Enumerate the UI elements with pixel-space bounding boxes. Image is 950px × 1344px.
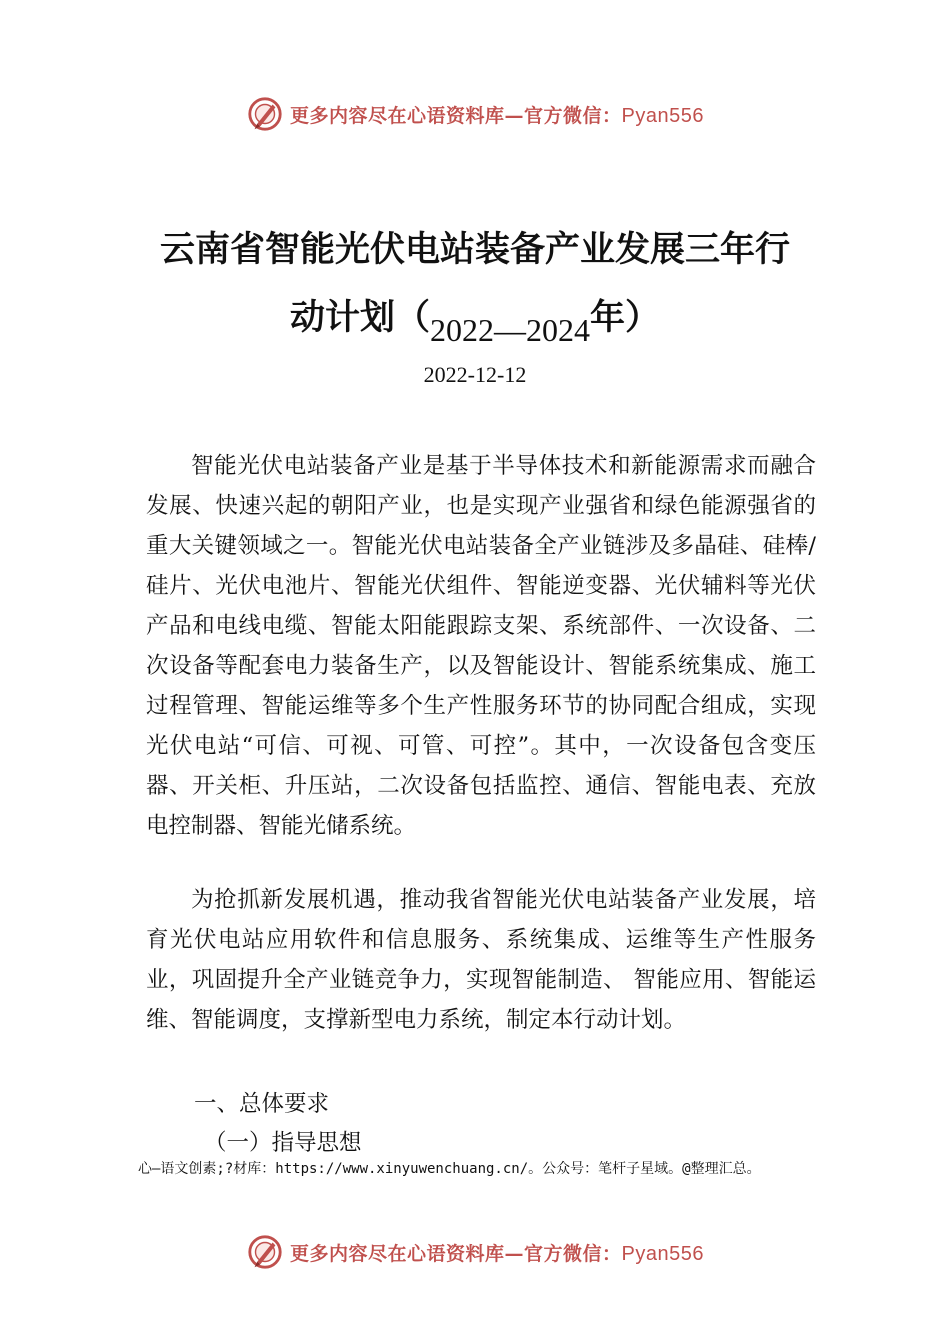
watermark-header [0,92,950,136]
watermark-wechat-id: Pyan556 [621,104,704,127]
watermark-text: 更多内容尽在心语资料库—官方微信：Pyan556 [290,104,704,127]
section-heading: 一、总体要求 [194,1091,330,1117]
paragraph-text: 为抢抓新发展机遇，推动我省智能光伏电站装备产业发展，培育光伏电站应用软件和信息服务、系统集成、运维等生产性服务业，巩固提升全产业链竞争力，实现智能制造、 智能应用、智能运维、智能调度，支撑新型电力系统，制定本行动计划。 [146,887,816,1033]
subsection-heading: （一）指导思想 [204,1130,362,1156]
watermark-wechat-id: Pyan556 [621,1242,704,1265]
title-years: 2022—2024 [430,312,590,348]
title-suffix: 年） [590,297,661,338]
paragraph-purpose [146,880,816,1040]
paragraph-text: 智能光伏电站装备产业是基于半导体技术和新能源需求而融合发展、快速兴起的朝阳产业，也是实现产业强省和绿色能源强省的重大关键领域之一。智能光伏电站装备全产业链涉及多晶硅、硅棒/硅片、光伏电池片、智能光伏组件、智能逆变器、光伏辅料等光伏产品和电线电缆、智能太阳能跟踪支架、系统部件、一次设备、二次设备等配套电力装备生产，以及智能设计、智能系统集成、施工过程管理、智能运维等多个生产性服务环节的协同配合组成，实现光伏电站“可信、可视、可管、可控”。其中，一次设备包含变压器、开关柜、升压站，二次设备包括监控、通信、智能电表、充放电控制器、智能光储系统。 [146,453,816,839]
watermark-text: 更多内容尽在心语资料库—官方微信：Pyan556 [290,1242,704,1265]
paragraph-intro [146,446,816,846]
document-title-line2 [140,290,810,348]
document-date: 2022-12-12 [423,362,527,387]
fountain-pen-seal-icon [246,95,284,133]
document-title-line1: 云南省智能光伏电站装备产业发展三年行 [159,229,790,270]
watermark-footer [0,1230,950,1274]
source-note: 心—语文创素;?材库：https://www.xinyuwenchuang.cn/。公众号：笔杆子星域。@整理汇总。 [138,1161,761,1177]
fountain-pen-seal-icon [246,1233,284,1271]
title-prefix: 动计划（ [289,297,430,338]
